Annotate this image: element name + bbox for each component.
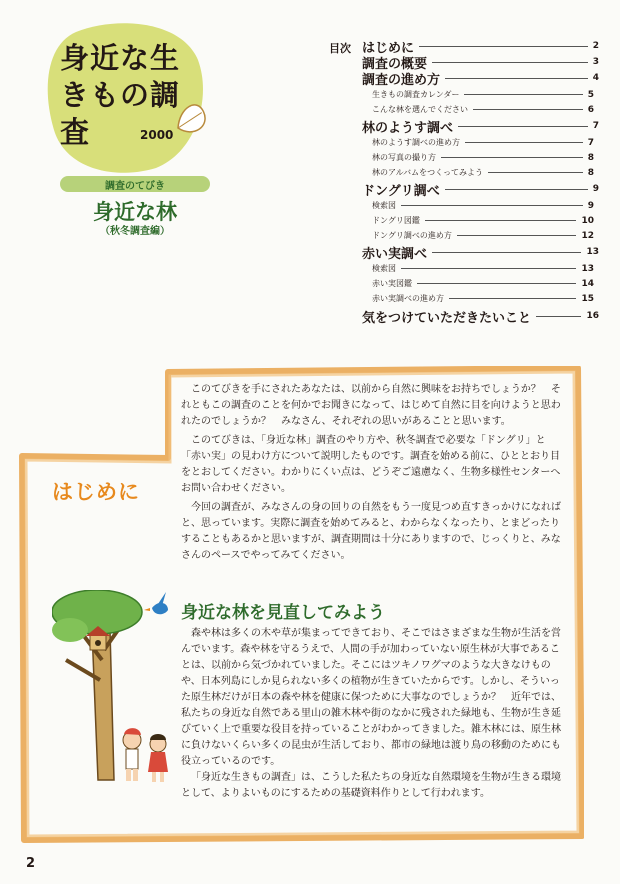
toc-entry-label: こんな林を選んでください (372, 105, 468, 114)
toc-subentry[interactable] (372, 136, 594, 149)
toc-leader-line (488, 172, 583, 173)
toc-entry-label: はじめに (362, 40, 415, 56)
toc-subentry[interactable] (372, 229, 594, 242)
toc-entry-label: 赤い実調べ (362, 246, 428, 262)
guide-subtitle: （秋冬調査編） (100, 226, 170, 237)
toc-entry-page: 5 (587, 89, 594, 100)
toc-entry-page: 14 (581, 278, 594, 289)
toc-leader-line (449, 298, 576, 299)
intro-paragraph: このてびきを手にされたあなたは、以前から自然に興味をお持ちでしょうか？ それともこの調査のことを何かでお聞きになって、はじめて自然に目を向けようと思われたのでしょうか？ みなさん、それぞれの思いがあることと思います。 (181, 384, 561, 427)
toc-leader-line (432, 252, 581, 253)
toc-entry-page: 8 (587, 167, 594, 178)
toc-entry-page: 15 (581, 293, 594, 304)
toc-entry[interactable] (362, 244, 599, 260)
toc-subentry[interactable] (372, 88, 594, 101)
toc-entry-label: 林のようす調べの進め方 (372, 138, 460, 147)
toc-entry-page: 12 (581, 230, 594, 241)
toc-entry-label: 生きもの調査カレンダー (372, 90, 460, 99)
toc-subentry[interactable] (372, 277, 594, 290)
toc-entry-label: 検索図 (372, 201, 396, 210)
toc-leader-line (401, 268, 576, 269)
toc-entry-label: 林の写真の撮り方 (372, 153, 436, 162)
toc-entry[interactable] (362, 181, 599, 197)
toc-entry-page: 7 (587, 137, 594, 148)
toc-entry-page: 9 (587, 200, 594, 211)
toc-entry-page: 3 (592, 57, 599, 67)
toc-leader-line (417, 283, 576, 284)
toc-entry[interactable] (362, 308, 599, 324)
toc-entry-page: 4 (592, 73, 599, 83)
section-body (181, 626, 561, 802)
intro-body (181, 382, 561, 564)
toc-subentry[interactable] (372, 214, 594, 227)
tree-illustration (52, 590, 178, 790)
toc-entry-page: 2 (592, 41, 599, 51)
toc-entry-label: 赤い実図鑑 (372, 279, 412, 288)
section-paragraph: 森や林は多くの木や草が集まってできており、そこではさまざまな生物が生活を営んでいます。森や林を守るうえで、人間の手が加わっていない原生林が大事であることは、以前から気づかれていました。そこにはツキノワグマのような大きなけものや、日本列島にしか見られない多くの植物が生きていたからです。しかし、そういった原生林だけが日本の森や林を健康に保つために大事なのでしょうか？ 近年では、私たちの身近な自然である里山の雑木林や街のなかに残された緑地も、生物が生き延びていく上で重要な役目を持っていることがわかってきました。雑木林には、原生林に負けないくらい多くの昆虫が生活しており、都市の緑地は渡り鳥の移動のためにも役立っているのです。 (181, 628, 561, 767)
toc-entry-page: 8 (587, 152, 594, 163)
toc-entry-page: 16 (586, 311, 599, 321)
toc-entry-label: ドングリ図鑑 (372, 216, 420, 225)
toc-subentry[interactable] (372, 166, 594, 179)
toc-leader-line (464, 94, 582, 95)
toc-subentry[interactable] (372, 151, 594, 164)
toc-leader-line (445, 78, 588, 79)
toc-leader-line (425, 220, 577, 221)
toc-entry[interactable] (362, 118, 599, 134)
toc-entry-label: ドングリ調べの進め方 (372, 231, 452, 240)
toc-leader-line (457, 235, 577, 236)
child-girl-icon (148, 734, 168, 782)
toc-entry-label: 林のアルバムをつくってみよう (372, 168, 483, 177)
toc-entry-page: 13 (581, 263, 594, 274)
toc-entry-label: 調査の進め方 (362, 72, 441, 88)
toc-leader-line (445, 189, 588, 190)
toc-subentry[interactable] (372, 292, 594, 305)
toc-leader-line (458, 126, 588, 127)
section-paragraph: 「身近な生きもの調査」は、こうした私たちの身近な自然環境を生物が生きる環境として、よりよいものにするための基礎資料作りとして行われます。 (181, 772, 561, 799)
intro-paragraph: 今回の調査が、みなさんの身の回りの自然をもう一度見つめ直すきっかけになればと、思っています。実際に調査を始めてみると、わからなくなったり、とまどったりすることもあるかと思いますが、調査期間は十分にありますので、じっくりと、みなさんのペースでやってみてください。 (181, 502, 561, 561)
toc-entry-page: 9 (592, 184, 599, 194)
guide-title: 身近な林 (93, 200, 177, 224)
toc-entry-label: 赤い実調べの進め方 (372, 294, 444, 303)
toc-leader-line (432, 62, 588, 63)
intro-heading: はじめに (52, 480, 140, 504)
toc-entry-page: 10 (581, 215, 594, 226)
toc-leader-line (465, 142, 583, 143)
toc-entry[interactable] (362, 70, 599, 86)
toc-leader-line (419, 46, 588, 47)
toc-subentry[interactable] (372, 103, 594, 116)
toc-leader-line (536, 316, 581, 317)
toc-entry-label: 検索図 (372, 264, 396, 273)
toc-entry-label: 調査の概要 (362, 56, 428, 72)
toc-entry-label: 林のようす調べ (362, 120, 454, 136)
page-number: 2 (26, 856, 36, 871)
toc-subentry[interactable] (372, 199, 594, 212)
toc-entry-page: 13 (586, 247, 599, 257)
toc-leader-line (441, 157, 583, 158)
toc-entry-page: 6 (587, 104, 594, 115)
toc-subentry[interactable] (372, 262, 594, 275)
toc-heading: 目次 (329, 42, 351, 55)
intro-paragraph: このてびきは、「身近な林」調査のやり方や、秋冬調査で必要な「ドングリ」と「赤い実」の見わけ方について説明したものです。調査を始める前に、ひととおり目をとおしてください。わかりにくい点は、どうぞご遠慮なく、生物多様性センターへお問い合わせください。 (181, 435, 561, 494)
logo-title: 身近な生きもの調査 (60, 41, 181, 149)
toc-entry-page: 7 (592, 121, 599, 131)
toc-leader-line (401, 205, 583, 206)
guide-label: 調査のてびき (105, 181, 165, 192)
toc-leader-line (473, 109, 583, 110)
toc-entry-label: ドングリ調べ (362, 183, 440, 199)
section-heading: 身近な林を見直してみよう (181, 603, 385, 623)
child-boy-icon (123, 728, 141, 781)
bird-icon (144, 592, 168, 614)
toc-entry-label: 気をつけていただきたいこと (362, 310, 532, 326)
logo-year: 2000 (140, 128, 174, 142)
